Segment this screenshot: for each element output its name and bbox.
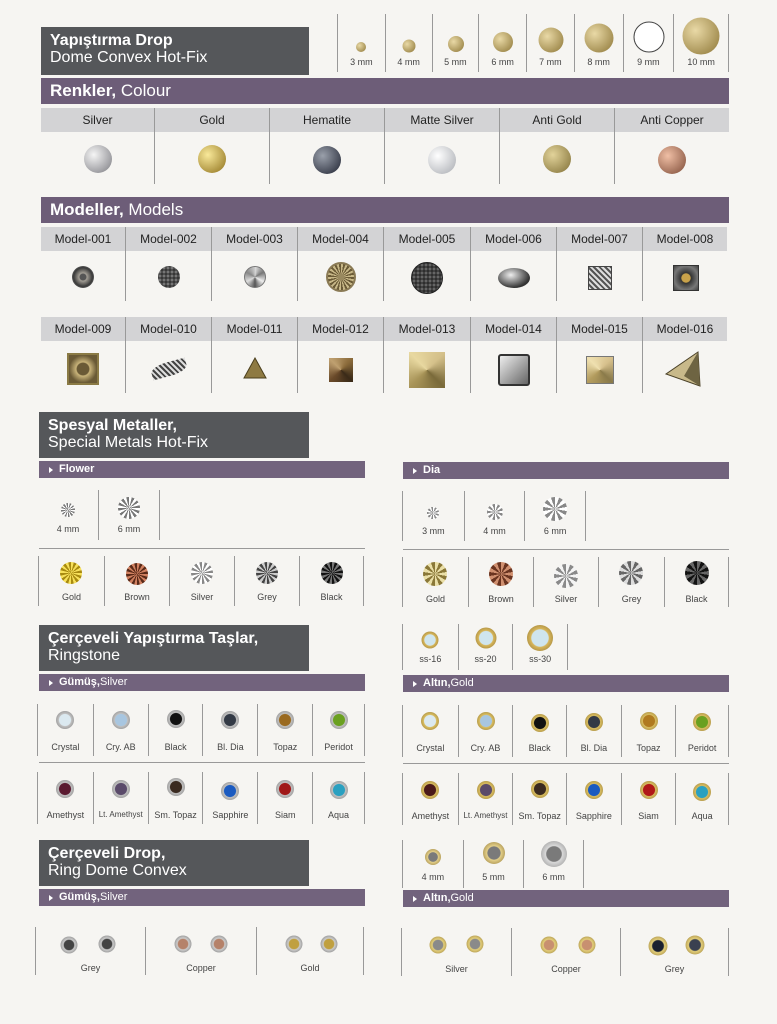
ringdome-silver-bar [39,889,365,906]
ringdome-gold-grey-icon [686,936,705,955]
hematite-stone-icon [313,146,341,174]
bl-dia-gold-icon [585,713,603,731]
ringstone-cell [257,772,312,824]
ringstone-subtitle: Ringstone [48,647,121,665]
ringstone-cell [675,705,728,757]
model-012-icon [329,358,353,382]
model-005-icon [411,262,443,294]
model-cell [41,317,125,393]
model-cell [211,317,297,393]
dome-size-cell [623,14,674,72]
dia-color-cell [598,557,664,607]
model-cell [556,317,642,393]
ringdome-title: Çerçeveli Drop, [48,845,166,862]
model-cell [125,317,211,393]
model-015-icon [586,356,614,384]
models-row-2 [41,317,729,393]
dome-8mm-icon [584,24,613,53]
ringstone-gold-bar [403,675,729,692]
ringstone-label: Cry. AB [105,742,136,752]
aqua-gold-icon [693,783,711,801]
flower-bar: Flower [39,461,365,478]
dia-brown-icon [489,562,513,586]
ringdome-gold-bold: Altın, [423,892,451,904]
topaz-gold-icon [640,712,658,730]
flower-size-label: 6 mm [117,524,141,534]
ringstone-cell [621,773,676,825]
model-009-icon [67,353,99,385]
ringstone-silver-bar [39,674,365,691]
silver-stone-icon [84,145,112,173]
dia-color-label: Gold [425,594,445,604]
dome-size-label: 4 mm [397,57,420,67]
ringdome-gold-silver-icon [467,936,484,953]
flower-black-icon [321,562,343,584]
ringdome-title-block [39,840,309,886]
ringdome-cell [36,927,145,975]
black-silver-icon [167,710,185,728]
colour-cell [41,108,154,184]
model-label: Model-001 [41,227,125,251]
ringstone-cell [403,773,458,825]
flower-color-label: Grey [257,592,277,602]
dia-grey-icon [619,561,643,585]
ringstone-cell [312,704,364,756]
ringstone-cell [512,705,566,757]
dome-size-label: 8 mm [587,57,610,67]
dome-3mm-icon [356,42,366,52]
model-002-icon [158,266,180,288]
aqua-silver-icon [330,781,348,799]
dia-black-icon [685,561,709,585]
flower-color-label: Gold [61,592,81,602]
ringstone-label: Aqua [691,811,713,821]
ringstone-size-cell [403,624,458,670]
ringdome-silver-bold: Gümüş, [59,891,100,903]
ringstone-cell [675,773,728,825]
ringdome-gold-label: Gold [450,892,474,904]
gold-stone-icon [198,145,226,173]
ringstone-label: Lt. Amethyst [98,810,143,819]
ringstone-size-row [402,624,568,670]
model-label: Model-015 [557,317,642,341]
flower-color-cell [234,556,299,606]
ringdome-subtitle: Ring Dome Convex [48,862,187,880]
ringstone-silver-row-1 [37,704,365,756]
dia-color-cell [664,557,728,607]
ringstone-title-block [39,625,309,671]
ringstone-cell [93,704,148,756]
colour-cell [269,108,384,184]
dome-size-label: 10 mm [687,57,715,67]
flower-silver-icon [191,562,213,584]
ringdome-size-label: 6 mm [542,872,565,882]
dome-size-label: 3 mm [350,57,373,67]
dome-6mm-icon [493,32,513,52]
amethyst-gold-icon [421,781,439,799]
dia-silver-icon [554,564,578,588]
black-gold-icon [531,714,549,732]
ringdome-silver-copper-icon [175,936,192,953]
ringstone-label: Sm. Topaz [154,810,197,820]
ringdome-gold-copper-icon [579,937,596,954]
ringstone-gold-row-2 [402,773,729,825]
ringdome-size-cell [463,840,524,888]
model-cell [642,227,727,301]
models-header [41,197,729,223]
dia-bar: Dia [403,462,729,479]
model-cell [470,317,556,393]
dome-subtitle: Dome Convex Hot-Fix [50,49,208,67]
flower-color-label: Black [320,592,343,602]
ringstone-cell [38,704,93,756]
crystal-gold-icon [421,712,439,730]
flower-size-row [38,490,160,540]
ringdome-size-row [402,840,584,888]
ringstone-cell [566,705,621,757]
ringstone-label: Peridot [687,743,717,753]
colour-cell [154,108,269,184]
ringstone-ss16-icon [422,632,439,649]
ringstone-cell [257,704,312,756]
flower-size-cell [38,490,98,540]
dome-size-cell [673,14,728,72]
ringstone-label: Sapphire [575,811,612,821]
model-008-icon [673,265,699,291]
ringstone-cell [512,773,566,825]
ringdome-size-label: 4 mm [421,872,445,882]
dia-size-cell [464,491,525,541]
ringstone-size-cell [512,624,567,670]
ringdome-label: Grey [80,963,101,973]
ringstone-silver-label: Silver [99,676,128,688]
sapphire-gold-icon [585,781,603,799]
topaz-silver-icon [276,711,294,729]
ringdome-4mm-icon [425,849,441,865]
ringstone-cell [148,772,203,824]
model-label: Model-014 [471,317,556,341]
ringstone-label: Sapphire [212,810,249,820]
model-cell [41,227,125,301]
ringstone-cell [403,705,458,757]
ringdome-gold-copper-icon [541,937,558,954]
sapphire-silver-icon [221,782,239,800]
dia-color-label: Black [685,594,708,604]
ringstone-label: Aqua [328,810,350,820]
dome-size-cell [432,14,479,72]
ringstone-title: Çerçeveli Yapıştırma Taşlar, [48,630,259,647]
cry-ab-gold-icon [477,712,495,730]
anti-gold-stone-icon [543,145,571,173]
dome-title: Yapıştırma Drop [50,32,173,49]
dome-10mm-icon [683,18,720,55]
ringstone-label: Sm. Topaz [518,811,561,821]
flower-grey-icon [256,562,278,584]
model-cell [211,227,297,301]
ringstone-label: Topaz [636,743,661,753]
ringdome-6mm-icon [541,841,567,867]
dia-4mm-icon [487,504,503,520]
sm-topaz-silver-icon [167,778,185,796]
model-001-icon [72,266,94,288]
ringstone-gold-bold: Altın, [423,677,451,689]
flower-color-cell [169,556,234,606]
model-014-icon [498,354,530,386]
ringstone-size-label: ss-20 [474,654,497,664]
ringstone-cell [148,704,203,756]
ringdome-cell [256,927,363,975]
crystal-silver-icon [56,711,74,729]
siam-silver-icon [276,780,294,798]
colour-cell [499,108,614,184]
dia-size-cell [524,491,585,541]
colour-label: Hematite [270,108,384,132]
model-cell [556,227,642,301]
ringstone-size-label: ss-30 [529,654,552,664]
ringdome-silver-copper-icon [211,936,228,953]
dome-size-cell [526,14,574,72]
model-label: Model-016 [643,317,727,341]
model-007-icon [588,266,612,290]
model-cell [470,227,556,301]
model-010-leaf-icon [150,358,188,381]
special-title: Spesyal Metaller, [48,417,177,434]
flower-color-cell [299,556,363,606]
colour-label: Matte Silver [385,108,499,132]
colour-cell [614,108,729,184]
flower-4mm-icon [61,503,75,517]
dome-9mm-icon [633,22,664,53]
flower-color-cell [104,556,169,606]
dia-size-label: 3 mm [422,526,445,536]
colour-title: Colour [116,81,171,100]
model-label: Model-003 [212,227,297,251]
flower-size-label: 4 mm [56,524,80,534]
dome-size-cell [478,14,526,72]
ringdome-silver-label: Silver [99,891,128,903]
ringstone-gold-label: Gold [450,677,474,689]
ringstone-label: Black [528,743,551,753]
ringstone-size-label: ss-16 [419,654,442,664]
ringstone-label: Cry. AB [470,743,501,753]
dome-size-label: 9 mm [637,57,660,67]
dia-size-label: 4 mm [483,526,506,536]
sm-topaz-gold-icon [531,780,549,798]
model-label: Model-013 [384,317,470,341]
ringdome-gold-bar [403,890,729,907]
dome-7mm-icon [539,28,564,53]
dia-color-label: Silver [554,594,578,604]
ringdome-cell [402,928,511,976]
dome-5mm-icon [448,36,464,52]
ringstone-ss30-icon [527,625,553,651]
ringdome-label: Silver [445,964,468,974]
dome-size-row [337,14,729,72]
bl-dia-silver-icon [221,711,239,729]
model-cell [125,227,211,301]
ringstone-gold-row-1 [402,705,729,757]
ringdome-cell [511,928,620,976]
dia-color-row [402,557,729,607]
dia-size-row [402,491,586,541]
model-label: Model-009 [41,317,125,341]
ringdome-cell [145,927,256,975]
dia-color-cell [468,557,533,607]
dome-size-label: 5 mm [444,57,467,67]
models-row-1 [41,227,729,301]
model-cell [383,317,470,393]
ringstone-cell [312,772,364,824]
ringdome-size-label: 5 mm [482,872,505,882]
ringdome-silver-gold-icon [286,936,303,953]
dome-size-label: 7 mm [539,57,562,67]
flower-color-cell [39,556,104,606]
dia-size-cell [403,491,464,541]
model-label: Model-006 [471,227,556,251]
colour-label: Anti Copper [615,108,729,132]
dia-color-label: Grey [621,594,642,604]
ringstone-silver-row-2 [37,772,365,824]
dome-size-label: 6 mm [491,57,514,67]
models-title-bold: Modeller, [50,200,124,219]
peridot-silver-icon [330,711,348,729]
model-label: Model-007 [557,227,642,251]
ringstone-cell [458,705,513,757]
ringstone-cell [458,773,513,825]
ringstone-cell [93,772,148,824]
siam-gold-icon [640,781,658,799]
ringstone-cell [202,704,257,756]
ringstone-cell [621,705,676,757]
model-011-triangle-icon [243,357,267,379]
model-cell [297,227,383,301]
ringdome-silver-gold-icon [321,936,338,953]
dia-6mm-icon [543,497,567,521]
model-006-icon [498,268,530,288]
ringstone-label: Lt. Amethyst [463,811,508,820]
peridot-gold-icon [693,713,711,731]
ringstone-label: Peridot [324,742,353,752]
flower-6mm-icon [118,497,140,519]
model-004-icon [326,262,356,292]
special-title-block [39,412,309,458]
colour-cell [384,108,499,184]
ringstone-label: Crystal [51,742,80,752]
ringdome-label: Gold [300,963,320,973]
dome-title-block [41,27,309,75]
dia-color-cell [533,557,598,607]
dia-size-label: 6 mm [543,526,567,536]
ringdome-silver-row [35,927,364,975]
dome-size-cell [385,14,432,72]
flower-brown-icon [126,563,148,585]
ringstone-cell [202,772,257,824]
ringdome-gold-silver-icon [430,937,447,954]
colour-label: Silver [41,108,154,132]
flower-gold-icon [60,562,82,584]
ringdome-gold-row [401,928,729,976]
ringstone-ss20-icon [475,628,496,649]
model-label: Model-010 [126,317,211,341]
colour-label: Anti Gold [500,108,614,132]
ringstone-label: Topaz [273,742,298,752]
ringstone-label: Bl. Dia [580,743,608,753]
ringstone-label: Siam [274,810,296,820]
cry-ab-silver-icon [112,711,130,729]
model-003-icon [244,266,266,288]
ringstone-size-cell [458,624,513,670]
colour-header [41,78,729,104]
model-label: Model-004 [298,227,383,251]
flower-color-row [38,556,364,606]
lt-amethyst-silver-icon [112,780,130,798]
colour-title-bold: Renkler, [50,81,117,100]
model-cell [297,317,383,393]
ringdome-size-cell [403,840,463,888]
ringdome-silver-grey-icon [61,937,78,954]
flower-color-label: Brown [124,592,150,602]
ringstone-cell [38,772,93,824]
model-label: Model-005 [384,227,470,251]
colour-row [41,108,729,184]
anti-copper-stone-icon [658,146,686,174]
colour-label: Gold [155,108,269,132]
ringstone-label: Black [164,742,187,752]
matte-silver-stone-icon [428,146,456,174]
dia-color-label: Brown [488,594,514,604]
model-cell [642,317,727,393]
ringstone-label: Bl. Dia [217,742,244,752]
special-subtitle: Special Metals Hot-Fix [48,434,209,452]
dia-3mm-icon [427,507,439,519]
model-label: Model-002 [126,227,211,251]
ringstone-label: Siam [638,811,659,821]
model-013-pyramid-icon [409,352,445,388]
dome-size-cell [338,14,385,72]
models-title: Models [123,200,184,219]
ringdome-label: Copper [186,963,216,973]
dome-4mm-icon [402,40,415,53]
ringstone-label: Crystal [416,743,445,753]
ringdome-5mm-icon [483,842,505,864]
model-label: Model-008 [643,227,727,251]
ringdome-gold-grey-icon [649,937,668,956]
ringstone-label: Amethyst [411,811,450,821]
ringstone-silver-bold: Gümüş, [59,676,100,688]
ringdome-cell [620,928,728,976]
amethyst-silver-icon [56,780,74,798]
ringdome-label: Copper [551,964,581,974]
dome-size-cell [574,14,623,72]
lt-amethyst-gold-icon [477,781,495,799]
flower-size-cell [98,490,159,540]
model-016-triangle-icon [664,350,702,388]
dia-color-cell [403,557,468,607]
model-label: Model-011 [212,317,297,341]
model-cell [383,227,470,301]
ringdome-label: Grey [664,964,685,974]
ringdome-silver-grey-icon [99,936,116,953]
model-label: Model-012 [298,317,383,341]
ringstone-cell [566,773,621,825]
ringstone-label: Amethyst [46,810,85,820]
flower-color-label: Silver [190,592,214,602]
dia-gold-icon [423,562,447,586]
ringdome-size-cell [523,840,583,888]
